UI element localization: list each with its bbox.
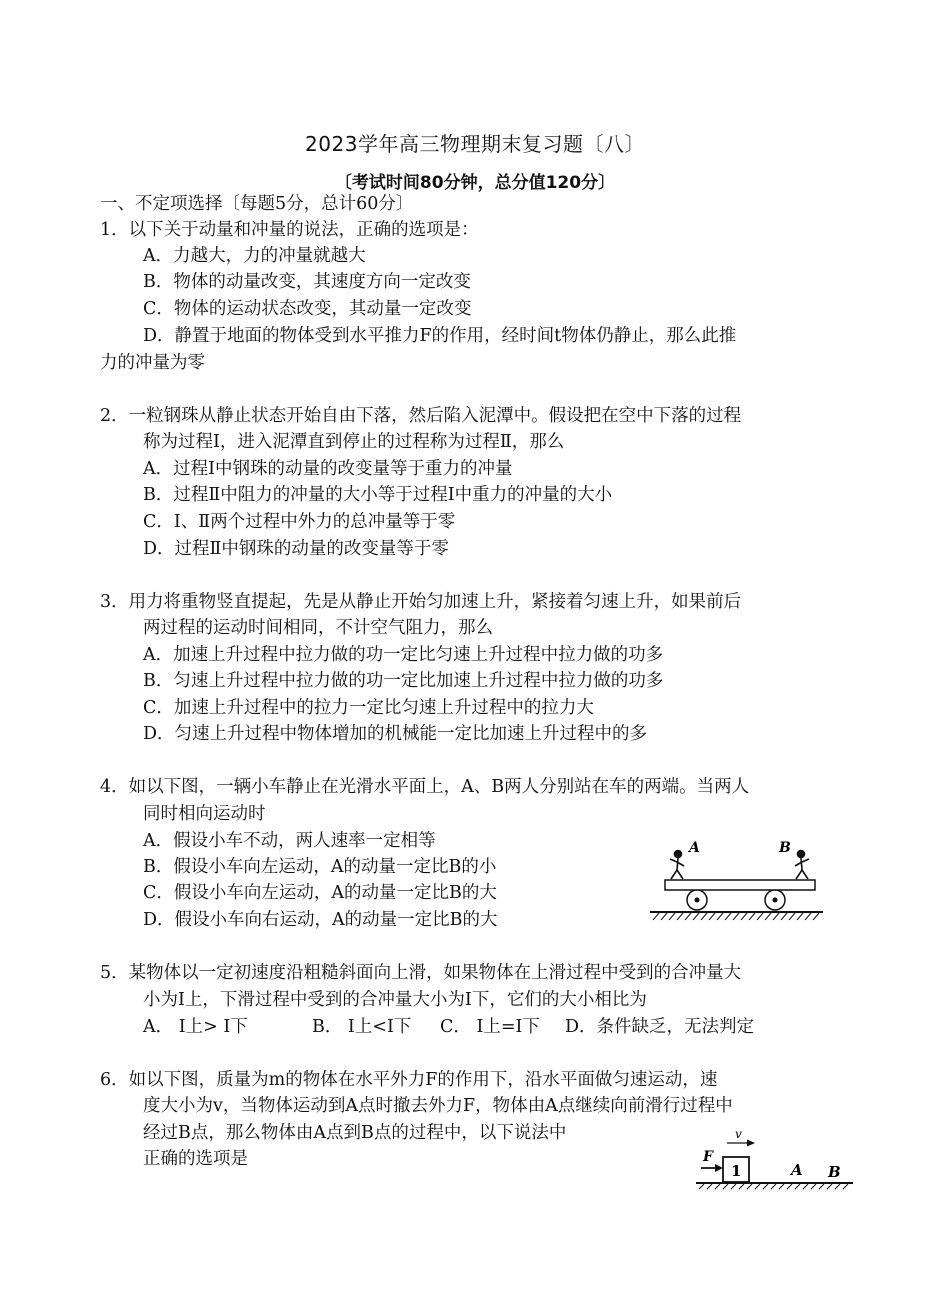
q2-option-d: D．过程Ⅱ中钢珠的动量的改变量等于零 [143,539,449,559]
q4-stem-cont: 同时相向运动时 [143,804,266,824]
q2-stem: 2．一粒钢珠从静止状态开始自由下落，然后陷入泥潭中。假设把在空中下落的过程 [100,406,742,426]
q3-option-c: C．加速上升过程中的拉力一定比匀速上升过程中的拉力大 [143,698,594,718]
q4-option-d: D．假设小车向右运动，A的动量一定比B的大 [143,910,498,930]
q5-stem-cont: 小为I上，下滑过程中受到的合冲量大小为I下，它们的大小相比为 [143,990,647,1010]
q2-stem-cont: 称为过程Ⅰ，进入泥潭直到停止的过程称为过程Ⅱ，那么 [143,432,565,452]
q3-option-a: A．加速上升过程中拉力做的功一定比匀速上升过程中拉力做的功多 [143,645,664,665]
section-heading: 一、不定项选择〔每题5分，总计60分〕 [100,194,414,214]
q5-option-c: C． I上=I下 [440,1017,540,1037]
q6-stem-cont-3: 正确的选项是 [143,1149,248,1169]
point-a-label: A [791,1161,803,1179]
q1-option-d-cont: 力的冲量为零 [100,353,205,373]
q3-option-b: B．匀速上升过程中拉力做的功一定比加速上升过程中拉力做的功多 [143,671,664,691]
q2-option-b: B．过程Ⅱ中阻力的冲量的大小等于过程Ⅰ中重力的冲量的大小 [143,485,613,505]
q1-option-d: D．静置于地面的物体受到水平推力F的作用，经时间t物体仍静止，那么此推 [143,326,737,346]
velocity-label: v [735,1127,742,1141]
q1-option-b: B．物体的动量改变，其速度方向一定改变 [143,272,471,292]
cart-label-a: A [689,840,700,856]
q5-option-a: A． I上> I下 [143,1017,248,1037]
q4-stem: 4．如以下图，一辆小车静止在光滑水平面上，A、B两人分别站在车的两端。当两人 [100,777,750,797]
q3-stem-cont: 两过程的运动时间相同，不计空气阻力，那么 [143,618,493,638]
q4-option-b: B．假设小车向左运动，A的动量一定比B的小 [143,857,497,877]
q6-stem-cont-1: 度大小为v，当物体运动到A点时撤去外力F，物体由A点继续向前滑行过程中 [143,1096,733,1116]
q3-option-d: D．匀速上升过程中物体增加的机械能一定比加速上升过程中的多 [143,724,648,744]
q1-option-a: A．力越大，力的冲量就越大 [143,246,366,266]
point-b-label: B [828,1163,841,1181]
q5-stem: 5．某物体以一定初速度沿粗糙斜面向上滑，如果物体在上滑过程中受到的合冲量大 [100,963,742,983]
q5-option-b: B． I上<I下 [312,1017,412,1037]
q4-option-c: C．假设小车向左运动，A的动量一定比B的大 [143,883,497,903]
q6-stem-cont-2: 经过B点，那么物体由A点到B点的过程中，以下说法中 [143,1123,567,1143]
q1-option-c: C．物体的运动状态改变，其动量一定改变 [143,299,472,319]
q6-stem: 6．如以下图，质量为m的物体在水平外力F的作用下，沿水平面做匀速运动，速 [100,1070,718,1090]
block-figure [693,1125,858,1193]
block-label: 1 [731,1162,742,1180]
q3-stem: 3．用力将重物竖直提起，先是从静止开始匀加速上升，紧接着匀速上升，如果前后 [100,592,742,612]
exam-info: 〔考试时间80分钟，总分值120分〕 [334,173,616,193]
page-title: 2023学年高三物理期末复习题〔八〕 [305,132,645,156]
q2-option-a: A．过程Ⅰ中钢珠的动量的改变量等于重力的冲量 [143,459,513,479]
q2-option-c: C．Ⅰ、Ⅱ两个过程中外力的总冲量等于零 [143,512,456,532]
q1-stem: 1．以下关于动量和冲量的说法，正确的选项是： [100,220,479,240]
cart-label-b: B [779,840,791,856]
cart-figure [645,832,830,924]
force-label: F [703,1149,713,1165]
q5-option-d: D．条件缺乏，无法判定 [565,1017,755,1037]
q4-option-a: A．假设小车不动，两人速率一定相等 [143,831,436,851]
